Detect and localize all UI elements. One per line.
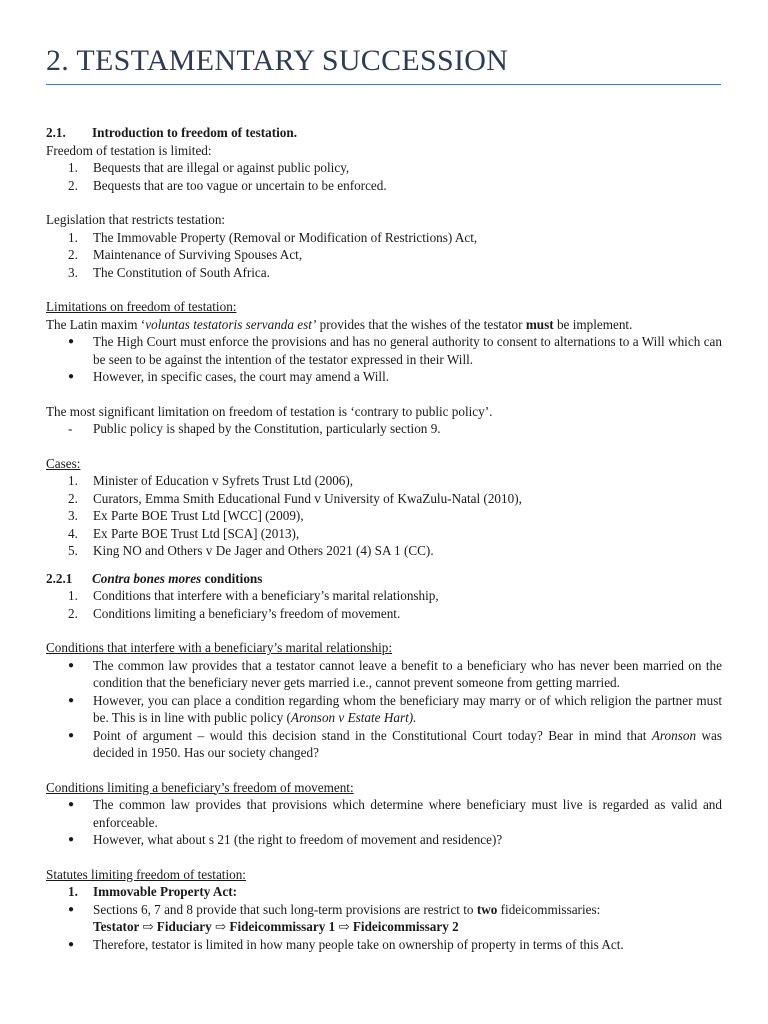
- case-item: 5. King NO and Others v De Jager and Others 2021 (4) SA 1 (CC).: [68, 543, 434, 558]
- bullet-item: ● The High Court must enforce the provisions and has no general authority to consent to alternations to a Will which can be seen to be against the intention of the testator expressed in their Will.: [68, 334, 722, 367]
- list-item: 1. Conditions that interfere with a beneficiary’s marital relationship,: [68, 588, 439, 603]
- list-item: 1. The Immovable Property (Removal or Modification of Restrictions) Act,: [68, 229, 478, 245]
- bullet-item: ● Sections 6, 7 and 8 provide that such long-term provisions are restrict to two fideicommissaries: Testator ⇨ Fiduciary ⇨ Fideicommissary 1 ⇨ Fideicommissary 2: [68, 901, 601, 934]
- list-item: 2. Maintenance of Surviving Spouses Act,: [68, 247, 303, 262]
- cases-heading: Cases:: [46, 455, 81, 471]
- document-body: [46, 118, 722, 953]
- freedom-intro: Freedom of testation is limited:: [46, 142, 212, 158]
- case-item: 4. Ex Parte BOE Trust Ltd [SCA] (2013),: [68, 525, 300, 541]
- public-policy-text: The most significant limitation on freedom of testation is ‘contrary to public policy’.: [46, 403, 493, 419]
- succession-chain: Testator ⇨ Fiduciary ⇨ Fideicommissary 1 ⇨ Fideicommissary 2: [93, 919, 459, 934]
- list-item: 2. Conditions limiting a beneficiary’s freedom of movement.: [68, 605, 401, 621]
- marital-heading: Conditions that interfere with a beneficiary’s marital relationship:: [46, 640, 393, 655]
- list-item: 2. Bequests that are too vague or uncertain to be enforced.: [68, 177, 387, 193]
- movement-heading: Conditions limiting a beneficiary’s freedom of movement:: [46, 779, 354, 795]
- bullet-item: ● Point of argument – would this decision stand in the Constitutional Court today? Bear in mind that Aronson was decided in 1950. Has our society changed?: [68, 727, 722, 760]
- section-2-2-1-heading: 2.2.1 Contra bones mores conditions: [46, 570, 263, 586]
- dash-item: - Public policy is shaped by the Constitution, particularly section 9.: [68, 421, 441, 436]
- page-title: 2. TESTAMENTARY SUCCESSION: [46, 44, 509, 77]
- case-item: 2. Curators, Emma Smith Educational Fund v University of KwaZulu-Natal (2010),: [68, 490, 522, 506]
- immovable-property-heading: 1. Immovable Property Act:: [68, 884, 238, 899]
- limitations-heading: Limitations on freedom of testation:: [46, 299, 237, 314]
- legislation-intro: Legislation that restricts testation:: [46, 212, 226, 227]
- latin-maxim: The Latin maxim ‘voluntas testatoris servanda est’ provides that the wishes of the testator must be implement.: [46, 316, 633, 332]
- bullet-item: ● However, in specific cases, the court may amend a Will.: [68, 369, 390, 384]
- bullet-item: ● The common law provides that provisions which determine where beneficiary must live is regarded as valid and enforceable.: [68, 797, 722, 830]
- bullet-item: ● Therefore, testator is limited in how many people take on ownership of property in terms of this Act.: [68, 936, 624, 952]
- case-item: 1. Minister of Education v Syfrets Trust Ltd (2006),: [68, 473, 354, 488]
- list-item: 1. Bequests that are illegal or against public policy,: [68, 160, 350, 175]
- list-item: 3. The Constitution of South Africa.: [68, 264, 270, 280]
- bullet-item: ● However, what about s 21 (the right to freedom of movement and residence)?: [68, 832, 503, 847]
- section-2-1-heading: 2.1. Introduction to freedom of testation.: [46, 125, 297, 140]
- title-underline: [46, 84, 721, 85]
- bullet-item: ● The common law provides that a testator cannot leave a benefit to a beneficiary who has never been married on the condition that the beneficiary never gets married i.e., cannot prevent someone from getting married.: [68, 657, 722, 690]
- case-item: 3. Ex Parte BOE Trust Ltd [WCC] (2009),: [68, 508, 304, 523]
- statutes-heading: Statutes limiting freedom of testation:: [46, 866, 246, 882]
- bullet-item: ● However, you can place a condition regarding whom the beneficiary may marry or of which religion the partner must be. This is in line with public policy (Aronson v Estate Hart).: [68, 692, 722, 725]
